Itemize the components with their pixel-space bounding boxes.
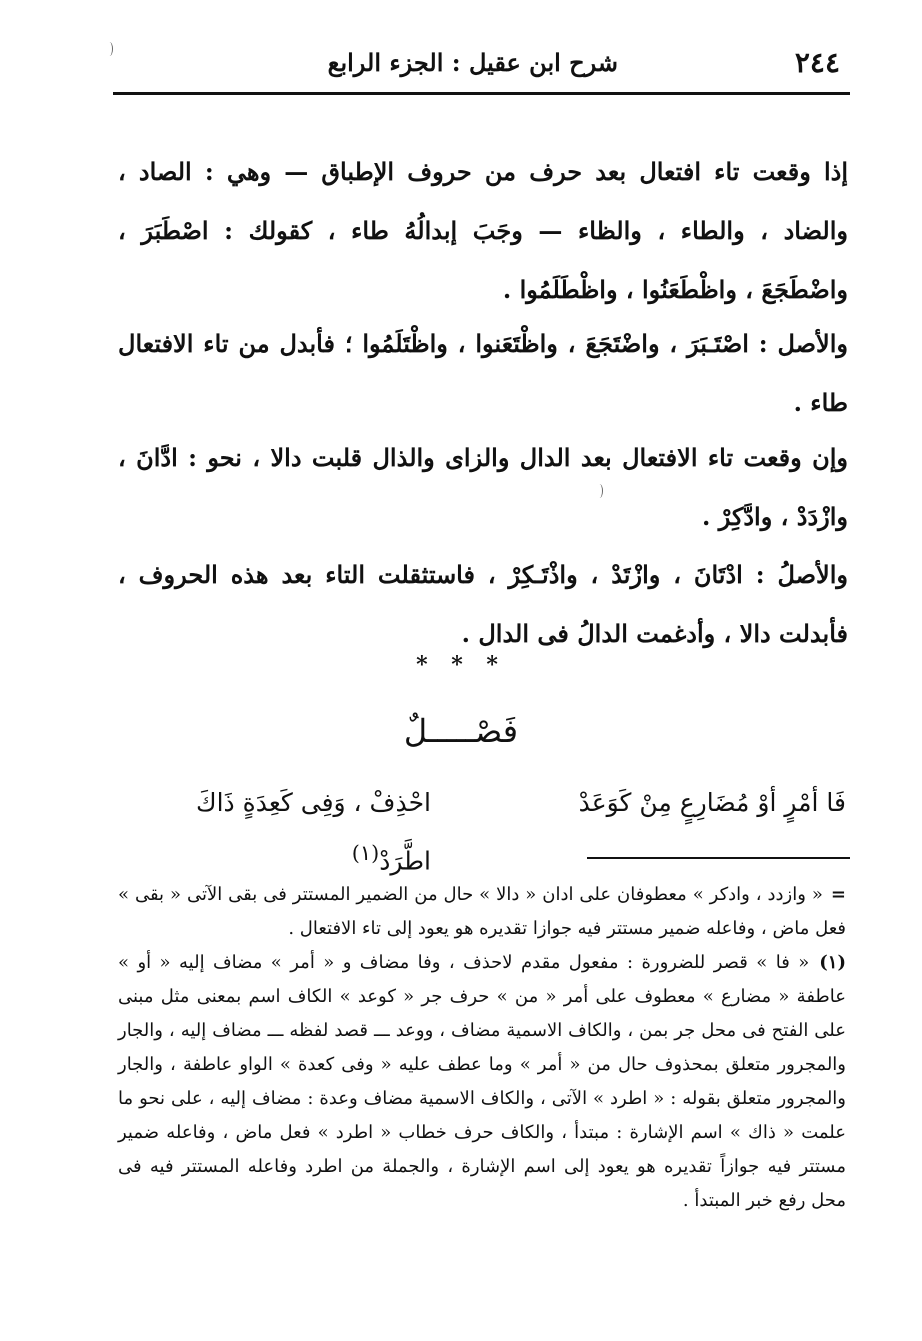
verse-first-hemistich: فَا أمْرٍ أوْ مُضَارِعٍ مِنْ كَوَعَدْ (578, 788, 846, 817)
section-separator: * * * (416, 652, 506, 678)
page-number: ٢٤٤ (794, 46, 840, 79)
footnote-1-text: « فا » قصر للضرورة : مفعول مقدم لاحذف ، وفا مضاف و « أمر » مضاف إليه « أو » عاطفة « مضارع » معطوف على أمر « من » حرف جر « كوعد » الكاف اسم بمعنى مثل مبنى على الفتح فى محل جر بمن ، والكاف الاسمية مضاف ، ووعد ـــ قصد لفظه ـــ مضاف إليه ، والجار والمجرور متعلق بمحذوف حال من « أمر » وما عطف عليه « وفى كعدة » الواو عاطفة ، والجار والمجرور متعلق بقوله : « اطرد » الآتى ، والكاف الاسمية مضاف وعدة : مضاف إليه ، على نحو ما علمت « ذاك » اسم الإشارة : مبتدأ ، والكاف حرف خطاب « اطرد » فعل ماض ، وفاعله ضمير مستتر فيه جوازاً تقديره هو يعود إلى اسم الإشارة ، والجملة من اطرد وفاعله المستتر فيه فى محل رفع خبر المبتدأ . (118, 952, 846, 1211)
footnote-continuation (118, 878, 846, 946)
verse-second-hemistich-text: احْذِفْ ، وَفِى كَعِدَةٍ ذَاكَ اطَّرَدْ (195, 788, 431, 876)
footnote-continuation-text: « وازدد ، وادكر » معطوفان على ادان « دالا » حال من الضمير المستتر فى بقى الآتى « بقى » فعل ماض ، وفاعله ضمير مستتر فيه جوازا تقديره هو يعود إلى تاء الافتعال . (118, 884, 846, 939)
paragraph-itba-rule: إذا وقعت تاء افتعال بعد حرف من حروف الإطباق — وهي : الصاد ، والضاد ، والطاء ، والظاء — وجَبَ إبدالُهُ طاء ، كقولك : اصْطَبَرَ ، واضْطَجَعَ ، واظْطَعَنُوا ، واظْطَلَمُوا . (118, 157, 848, 304)
footnote-1-marker: (١) (819, 952, 846, 973)
verse-second-hemistich (113, 778, 431, 886)
footnotes (118, 878, 846, 1218)
page-header (113, 40, 850, 95)
paragraph-dal-rule: وإن وقعت تاء الافتعال بعد الدال والزاى والذال قلبت دالا ، نحو : ادَّانَ ، وازْدَدْ ، وادَّكِرْ . (118, 443, 848, 531)
paragraph-itba-origin: والأصل : اصْتَـبَرَ ، واضْتَجَعَ ، واظْتَعَنوا ، واظْتَلَمُوا ؛ فأبدل من تاء الافتعال طاء . (118, 329, 848, 417)
scan-speck (106, 42, 113, 56)
scan-speck (596, 484, 603, 498)
footnote-1 (118, 946, 846, 1218)
section-heading: فَصْـــــلٌ (403, 712, 519, 750)
paragraph-dal-origin: والأصلُ : ادْتَانَ ، وازْتَدْ ، واذْتَـكِرْ ، فاستثقلت التاء بعد هذه الحروف ، فأبدلت دالا ، وأدغمت الدالُ فى الدال . (118, 560, 848, 648)
footnote-ref: (١) (351, 841, 380, 865)
running-title: شرح ابن عقيل : الجزء الرابع (327, 48, 618, 77)
continuation-mark: = (830, 884, 846, 905)
footnote-divider (587, 857, 850, 859)
